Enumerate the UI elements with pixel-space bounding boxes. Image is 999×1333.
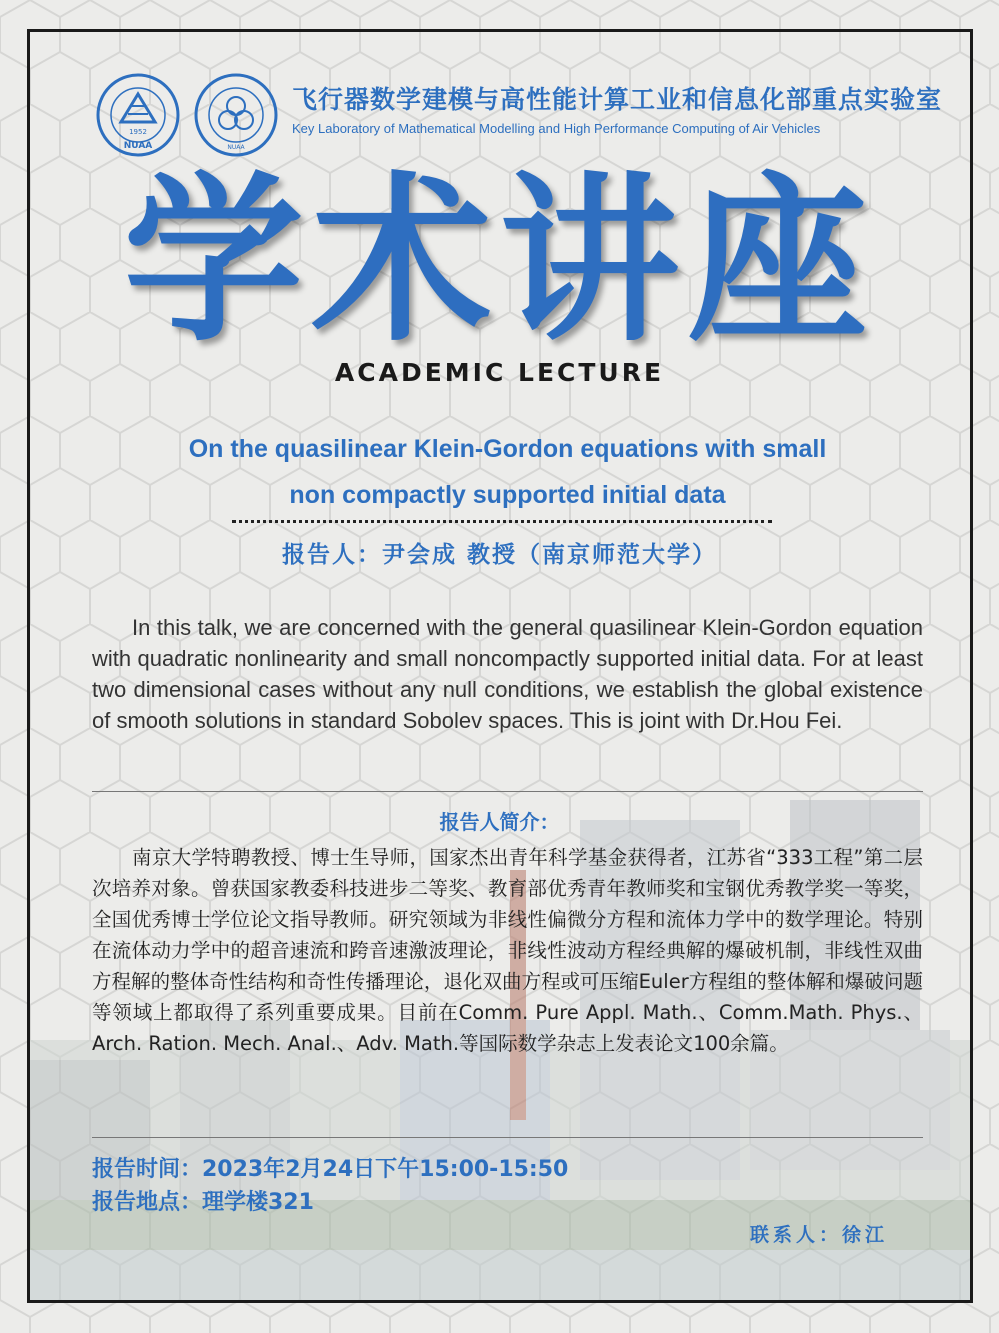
talk-time: 报告时间：2023年2月24日下午15:00-15:50 — [92, 1157, 569, 1182]
lab-name-en: Key Laboratory of Mathematical Modelling and High Performance Computing of Air Vehicles — [292, 121, 821, 136]
abstract-text: In this talk, we are concerned with the general quasilinear Klein-Gordon equation with quadratic nonlinearity and small noncompactly supported initial data. For at least two dimensional cases without any null conditions, we establish the global existence of smooth solutions in standard Sobolev spaces. This is joint with Dr.Hou Fei. — [92, 615, 923, 733]
bio-heading: 报告人简介： — [439, 810, 560, 834]
speaker-line: 报告人：尹会成 教授（南京师范大学） — [281, 542, 717, 568]
talk-place: 报告地点：理学楼321 — [92, 1190, 314, 1215]
nuaa-logo-text: NUAA — [123, 141, 153, 151]
nuaa-logo-year: 1952 — [129, 128, 147, 136]
main-title: 学术讲座 — [123, 157, 876, 366]
dotted-divider — [232, 520, 772, 523]
lab-logo — [193, 72, 279, 158]
contact-person: 联系人：徐江 — [750, 1224, 889, 1246]
talk-title-line-1: On the quasilinear Klein-Gordon equations with small — [188, 435, 827, 463]
subtitle: ACADEMIC LECTURE — [334, 358, 665, 387]
bio-text: 南京大学特聘教授、博士生导师，国家杰出青年科学基金获得者，江苏省“333工程”第二层次培养对象。曾获国家教委科技进步二等奖、教育部优秀青年教师奖和宝钢优秀教学奖一等奖，全国优秀博士学位论文指导教师。研究领域为非线性偏微分方程和流体力学中的数学理论。特别在流体动力学中的超音速流和跨音速激波理论，非线性波动方程经典解的爆破机制，非线性双曲方程解的整体奇性结构和奇性传播理论，退化双曲方程或可压缩Euler方程组的整体解和爆破问题等领域上都取得了系列重要成果。目前在Comm. Pure Appl. Math.、Comm.Math. Phys.、Arch. Ration. Mech. Anal.、Adv. Math.等国际数学杂志上发表论文100余篇。 — [92, 846, 923, 1055]
lab-name-cn: 飞行器数学建模与高性能计算工业和信息化部重点实验室 — [292, 85, 943, 114]
divider-top — [92, 791, 923, 792]
divider-bottom — [92, 1137, 923, 1138]
nuaa-logo — [95, 72, 181, 158]
talk-title — [90, 426, 925, 518]
talk-title-line-2: non compactly supported initial data — [289, 481, 726, 509]
lab-logo-text: NUAA — [227, 144, 245, 151]
